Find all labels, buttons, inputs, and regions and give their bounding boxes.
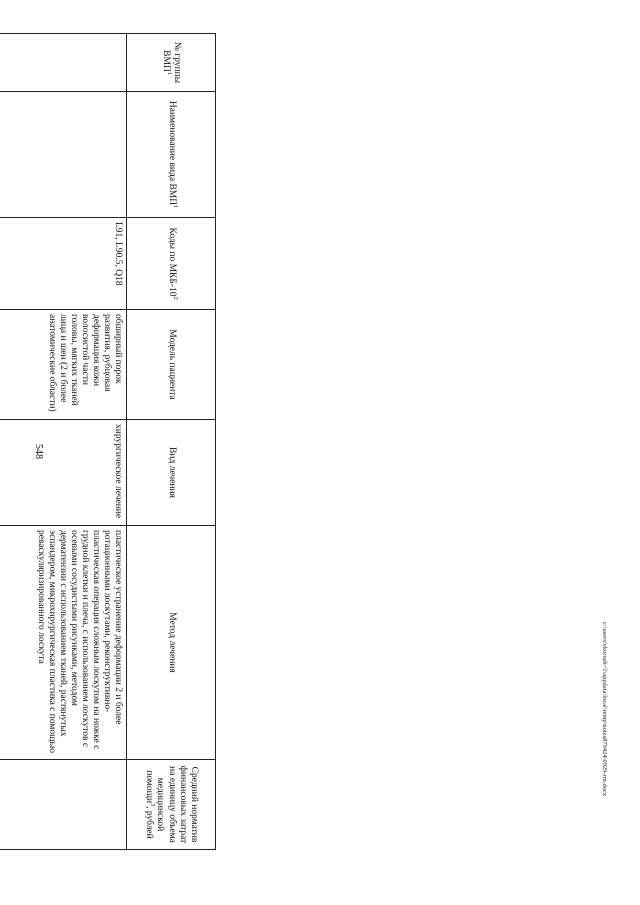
cell-group-number (0, 34, 127, 92)
cell-treatment-type: хирургическое лечение (0, 420, 127, 526)
cell-patient-model: обширный порок развития, рубцовая деформация кожи волосистой части головы, мягких тканей лица и шеи (2 и более анатомические области) (0, 310, 127, 420)
header-icd-codes: Коды по МКБ-$10^2$ (127, 218, 216, 310)
header-vmp-name: Наименование вида ВМП$^1$ (127, 92, 216, 218)
header-group-number: № группы ВМП$^1$ (127, 34, 216, 92)
table-header-row (127, 34, 216, 850)
cell-treatment-method: пластическое устранение деформации 2 и более ротационными лоскутами, реконструктивно-пластическая операция сложным лоскутом на ножке с грудной клетки и плеча, с использованием лоскутов с осевыми сосудистыми рисунками, методом дерматензии с использованием тканей, растянутых эспандером, микрохирургическая пластика с помощью реваскуляризированного лоскута (0, 526, 127, 760)
table-row (0, 34, 127, 850)
cell-icd-codes: L91, L90.5, Q18 (0, 218, 127, 310)
document-file-path: c:\users\vkorosh~1\appdata\local\temp\notes879424\0929-rm.docx (601, 622, 608, 797)
page-number: 548 (33, 444, 44, 459)
cell-vmp-name (0, 92, 127, 218)
header-treatment-method: Метод лечения (127, 526, 216, 760)
cell-average-cost (0, 760, 127, 850)
treatment-table (0, 33, 216, 849)
header-average-cost: Средний норматив финансовых затрат на единицу объема медицинской помощи$^3$, рублей (127, 760, 216, 850)
header-patient-model: Модель пациента (127, 310, 216, 420)
header-treatment-type: Вид лечения (127, 420, 216, 526)
